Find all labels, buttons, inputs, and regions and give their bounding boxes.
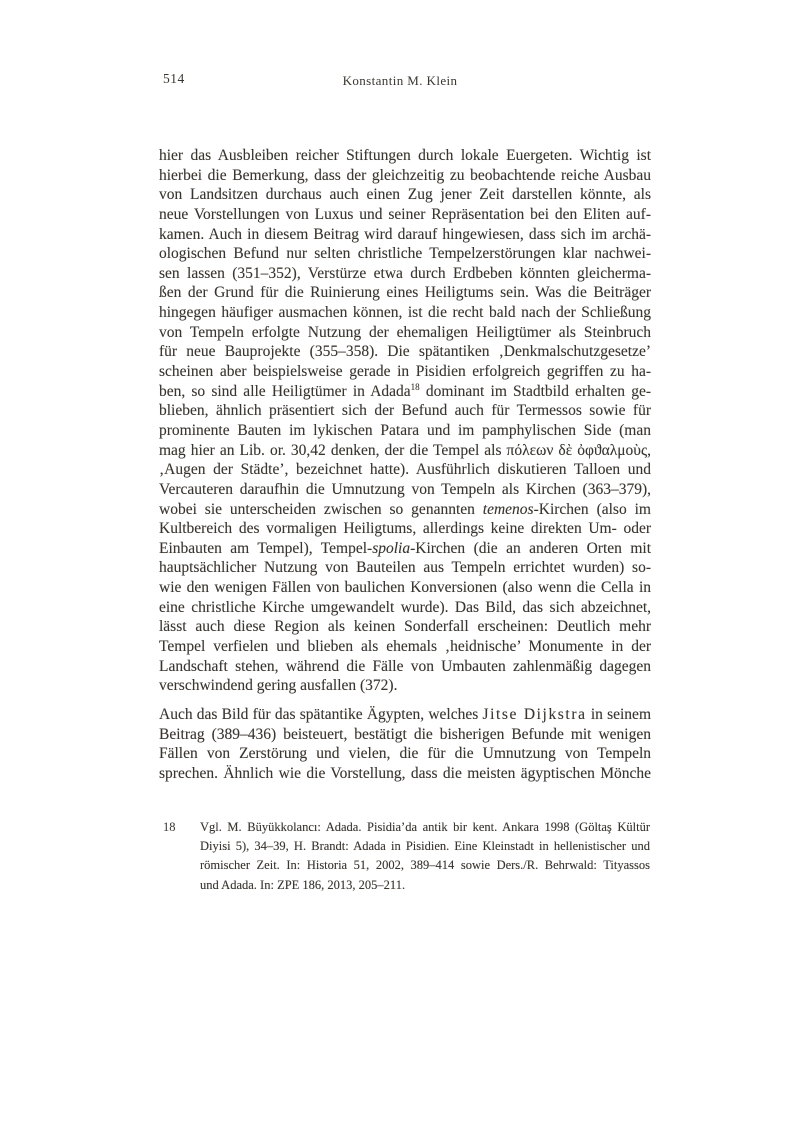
text-line: für neue Bauprojekte (355–358). Die spätantiken ‚Denkmalschutzgesetze’ xyxy=(159,343,651,361)
text-line: kamen. Auch in diesem Beitrag wird darauf hingewiesen, dass sich im archä- xyxy=(159,225,651,243)
text-line: blieben, ähnlich präsentiert sich der Befund auch für Termessos sowie für xyxy=(159,402,651,420)
footnote-section xyxy=(163,818,650,895)
text-line: sprechen. Ähnlich wie die Vorstellung, dass die meisten ägyptischen Mönche xyxy=(159,764,651,782)
text-line: verschwindend gering ausfallen (372). xyxy=(159,677,398,695)
text-line: ßen der Grund für die Ruinierung eines Heiligtums sein. Was die Beiträger xyxy=(159,284,651,302)
body-text xyxy=(159,146,651,784)
text-line: Diyisi 5), 34–39, H. Brandt: Adada in Pisidien. Eine Kleinstadt in hellenistischer und xyxy=(200,839,650,854)
text-line: wobei sie unterscheiden zwischen so genannten temenos-Kirchen (also im xyxy=(159,500,651,518)
text-line: von Tempeln erfolgte Nutzung der ehemaligen Heiligtümer als Steinbruch xyxy=(159,323,651,341)
footnote xyxy=(163,818,650,895)
text-line: Vgl. M. Büyükkolancı: Adada. Pisidia’da antik bir kent. Ankara 1998 (Göltaş Kültür xyxy=(200,820,650,834)
text-line: Vercauteren daraufhin die Umnutzung von Tempeln als Kirchen (363–379), xyxy=(159,480,651,498)
paragraph xyxy=(159,146,651,696)
text-line: Fällen von Zerstörung und vielen, die für die Umnutzung von Tempeln xyxy=(159,745,651,763)
text-line: hierbei die Bemerkung, dass der gleichzeitig zu beobachtende reiche Ausbau xyxy=(159,166,651,184)
text-line: Kultbereich des vormaligen Heiligtums, allerdings keine direkten Um- oder xyxy=(159,520,651,538)
text-line: hier das Ausbleiben reicher Stiftungen durch lokale Euergeten. Wichtig ist xyxy=(159,147,651,164)
text-line: mag hier an Lib. or. 30,42 denken, der die Tempel als πόλεων δὲ ὀφϑαλμοὺς, xyxy=(159,441,651,459)
text-line: scheinen aber beispielsweise gerade in Pisidien erfolgreich gegriffen zu ha- xyxy=(159,363,651,381)
text-line: ben, so sind alle Heiligtümer in Adada$^{18}$ dominant im Stadtbild erhalten ge- xyxy=(159,381,651,400)
text-line: römischer Zeit. In: Historia 51, 2002, 389–414 sowie Ders./R. Behrwald: Tityassos xyxy=(200,858,650,873)
footnote-number: 18 xyxy=(163,820,176,834)
text-line: wie den wenigen Fällen von baulichen Konversionen (also wenn die Cella in xyxy=(159,579,651,597)
text-line: Tempel verfielen und blieben als ehemals ‚heidnische’ Monumente in der xyxy=(159,638,651,656)
text-line: ‚Augen der Städte’, bezeichnet hatte). Ausführlich diskutieren Talloen und xyxy=(159,461,651,479)
text-line: Beitrag (389–436) beisteuert, bestätigt die bisherigen Befunde mit wenigen xyxy=(159,725,651,743)
text-line: und Adada. In: ZPE 186, 2013, 205–211. xyxy=(200,877,406,892)
text-line: eine christliche Kirche umgewandelt wurde). Das Bild, das sich abzeichnet, xyxy=(159,598,651,616)
text-line: von Landsitzen durchaus auch einen Zug jener Zeit darstellen könnte, als xyxy=(159,186,651,204)
text-line: lässt auch diese Region als keinen Sonderfall erscheinen: Deutlich mehr xyxy=(159,618,651,636)
text-line: hauptsächlicher Nutzung von Bauteilen aus Tempeln errichtet wurden) so- xyxy=(159,559,651,577)
text-line: Auch das Bild für das spätantike Ägypten, welches Jitse Dijkstra in seinem xyxy=(159,705,651,723)
text-line: hingegen häufiger ausmachen können, ist die recht bald nach der Schließung xyxy=(159,304,651,322)
text-line: ologischen Befund nur selten christliche Tempelzerstörungen klar nachwei- xyxy=(159,245,651,263)
footnote-text xyxy=(200,818,650,895)
text-line: sen lassen (351–352), Verstürze etwa durch Erdbeben könnten gleicherma- xyxy=(159,264,651,282)
text-line: prominente Bauten im lykischen Patara und im pamphylischen Side (man xyxy=(159,421,651,439)
running-head: Konstantin M. Klein xyxy=(342,73,458,88)
text-line: Einbauten am Tempel), Tempel-spolia-Kirchen (die an anderen Orten mit xyxy=(159,539,651,557)
paragraph xyxy=(159,705,651,784)
text-line: Landschaft stehen, während die Fälle von Umbauten zahlenmäßig dagegen xyxy=(159,657,651,675)
text-line: neue Vorstellungen von Luxus und seiner Repräsentation bei den Eliten auf- xyxy=(159,205,651,223)
page-number: 514 xyxy=(163,71,185,86)
